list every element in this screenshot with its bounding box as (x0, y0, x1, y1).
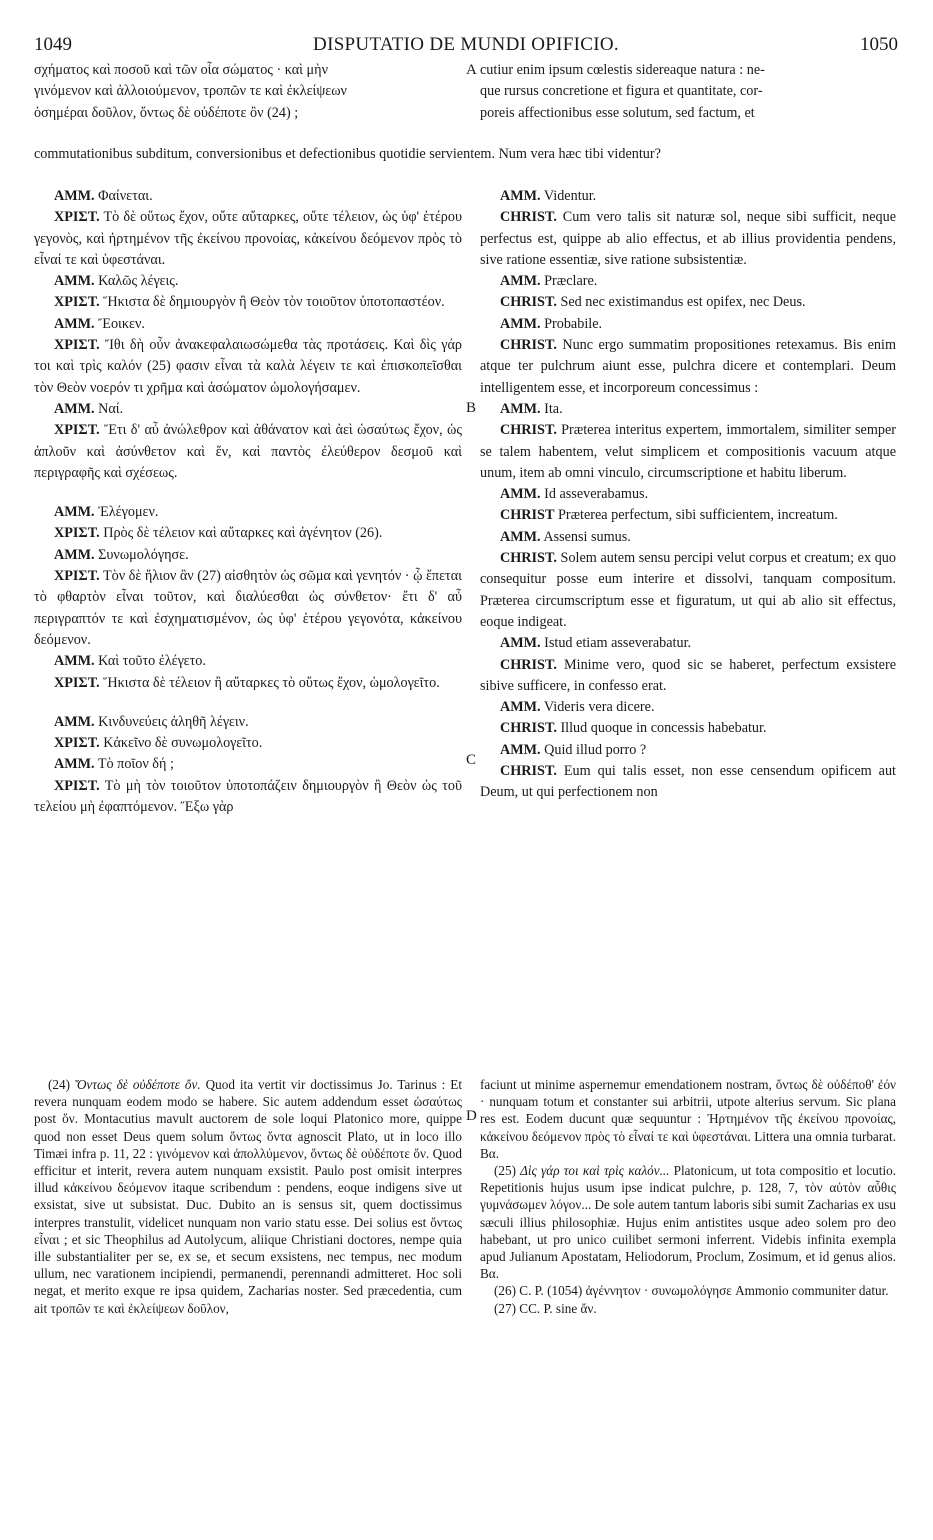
speaker-label: ΑΜΜ. (54, 756, 95, 773)
footnote-text: Quod ita vertit vir doctissimus Jo. Tarinus : Et revera nunquam eodem modo se habere. Sic autem addendum esset ὡσαύτως post ὄν. Montacutius mavult auctorem de sole loqui Platonico more, quippe quod non esset Deus quem solum ὄντως ὄντα agnoscit Plato, ut in loco illo Timæi infra p. 11, 22 : γινόμενον καὶ ἀπολλύμενον, ὄντως δὲ οὐδέποτε ὄν. Quod efficitur et interit, revera autem nunquam exsistit. Paulo post omisit interpres illud κἀκείνου δεόμενον itaque scribendum : pendens, eoque indigens sive ut exsistat, sive ut subsistat. Duc. Dubito an is sensus sit, quem doctissimus interpres transtulit, videlicet nunquam non vario statu esse. Dei solius est ὄντως εἶναι ; et sic Theophilus ad Autolycum, aliique Christiani doctores, nempe quia ille substantialiter per se, ex se, et secum exsistens, nec tempus, nec modum ullum, nec varationem incipiendi, permanendi, perennandi admitteret. Hoc soli negat, et merito exque re ipsa quidem, Zacharias noster. Sed præcedentia, cum ait τροπῶν τε καὶ ἐκλείψεων δοῦλον, (34, 1077, 462, 1316)
dialogue-line (480, 399, 896, 420)
speaker-label: CHRIST. (500, 656, 557, 673)
dialogue-text: Ita. (540, 400, 563, 417)
footnotes-right (480, 1076, 896, 1317)
footnote (480, 1076, 896, 1162)
dialogue-text: Quid illud porro ? (540, 741, 647, 758)
dialogue-text: Ἔτι δ' αὖ ἀνώλεθρον καὶ ἀθάνατον καὶ ἀεὶ ὡσαύτως ἔχον, ὡς ἁπλοῦν καὶ ἀσύνθετον καὶ ἕν, καὶ παντὸς ἐλεύθερον δεσμοῦ καὶ περιγραφῆς καὶ σχέσεως. (34, 422, 462, 481)
dialogue-line (480, 271, 896, 292)
speaker-label: AMM. (500, 400, 541, 417)
dialogue-text: Istud etiam asseverabatur. (540, 635, 692, 652)
speaker-label: ΧΡΙΣΤ. (54, 735, 100, 752)
dialogue-text: Τὸν δὲ ἥλιον ἂν (27) αἰσθητὸν ὡς σῶμα καὶ γενητόν · ᾧ ἕπεται τὸ φθαρτὸν εἶναι τοῦτον, καὶ διαλύεσθαι ὡς σύνθετον· ἔτι δ' αὖ περιγραπτόν τε καὶ ἐσχηματισμένον, ὡς ὑφ' ἑτέρου γεγονότα, κἀκείνου δεόμενον. (34, 568, 462, 648)
dialogue-line (34, 673, 462, 694)
page-header (34, 34, 898, 60)
speaker-label: AMM. (500, 699, 541, 716)
dialogue-text: Ἐλέγομεν. (94, 504, 159, 521)
dialogue-text: Eum qui talis esset, non esse censendum opificem aut Deum, ut qui perfectionem non (480, 763, 896, 801)
speaker-label: ΧΡΙΣΤ. (54, 674, 100, 691)
speaker-label: ΑΜΜ. (54, 400, 95, 417)
speaker-label: ΧΡΙΣΤ. (54, 777, 100, 794)
dialogue-text: Sed nec existimandus est opifex, nec Deus. (556, 294, 806, 311)
footnote (480, 1282, 896, 1299)
dialogue-text: Ἥκιστα δὲ δημιουργὸν ἢ Θεὸν τὸν τοιοῦτον ὑποτοπαστέον. (99, 294, 445, 311)
dialogue-text: Cum vero talis sit naturæ sol, neque sibi sufficit, neque perfectus est, quippe ab alio effectus, et ab illius providentia pendens, sive ratione essentiæ, sive ratione subsistentiæ. (480, 209, 896, 268)
dialogue-text: Συνωμολόγησε. (94, 546, 189, 563)
dialogue-text: Τὸ μὴ τὸν τοιοῦτον ὑποτοπάζειν δημιουργὸν ἢ Θεὸν ὡς τοῦ τελείου μὴ ἐφαπτόμενον. Ἔξω γὰρ (34, 777, 462, 816)
speaker-label: CHRIST. (500, 720, 557, 737)
dialogue-text: Ἥκιστα δὲ τέλειον ἢ αὔταρκες τὸ οὕτως ἔχον, ὡμολογεῖτο. (99, 674, 440, 691)
dialogue-line (34, 186, 462, 207)
greek-line: ὁσημέραι δοῦλον, ὄντως δὲ οὐδέποτε ὂν (24) ; (34, 104, 299, 121)
dialogue-text: Πρὸς δὲ τέλειον καὶ αὔταρκες καὶ ἀγένητον (26). (99, 525, 383, 542)
speaker-label: CHRIST. (500, 422, 557, 439)
dialogue-line (480, 207, 896, 271)
dialogue-line (34, 523, 462, 544)
speaker-label: ΧΡΙΣΤ. (54, 568, 100, 585)
dialogue-line (480, 633, 896, 654)
footnote-lemma: Δὶς γάρ τοι καὶ τρὶς καλόν... (520, 1163, 674, 1179)
dialogue-line (480, 314, 896, 335)
dialogue-line (34, 292, 462, 313)
speaker-label: CHRIST. (500, 550, 557, 567)
footnotes-left (34, 1076, 462, 1317)
dialogue-text: Nunc ergo summatim propositiones retexamus. Bis enim atque ter pulchrum aiunt esse, pulchra dicere et contemplari. Deum intelligentem esse, et incorporeum concessimus : (480, 337, 896, 396)
footnote-lemma: Ὄντως δὲ οὐδέποτε ὄν. (74, 1077, 206, 1092)
dialogue-line (480, 527, 896, 548)
speaker-label: ΧΡΙΣΤ. (54, 525, 100, 542)
latin-line: poreis affectionibus esse solutum, sed factum, et (480, 104, 755, 121)
footnote-number: (26) (494, 1283, 520, 1299)
footnote (480, 1300, 896, 1317)
speaker-label: ΑΜΜ. (54, 653, 95, 670)
margin-letter-a: A (466, 62, 477, 78)
dialogue-line (480, 420, 896, 484)
dialogue-line (480, 505, 896, 526)
dialogue-line (34, 420, 462, 484)
dialogue-line (34, 271, 462, 292)
dialogue-line (480, 292, 896, 313)
greek-line: σχήματος καὶ ποσοῦ καὶ τῶν οἷα σώματος · καὶ μὴν (34, 62, 328, 78)
dialogue-line (34, 754, 462, 775)
dialogue-line (480, 186, 896, 207)
running-title: DISPUTATIO DE MUNDI OPIFICIO. (313, 34, 619, 55)
dialogue-text: Τὸ δὲ οὕτως ἔχον, οὔτε αὔταρκες, οὔτε τέλειον, ὡς ὑφ' ἑτέρου γεγονὸς, καὶ ἠρτημένον τῆς ἐκείνου προνοίας, κἀκείνου δεόμενον πρὸς τὸ εἶναί τε καὶ ὑφεστάναι. (34, 209, 462, 268)
dialogue-line (480, 718, 896, 739)
dialogue-text: Φαίνεται. (94, 188, 153, 204)
page-number-right: 1050 (860, 34, 898, 55)
dialogue-line (34, 733, 462, 754)
dialogue-line (34, 651, 462, 672)
dialogue-text: Probabile. (540, 315, 603, 332)
dialogue-text: Præterea interitus expertem, immortalem, similiter semper se talem habentem, velut simplicem et compositionis vacuum atque unum, item ab omni vinculo, circumscriptione et habitu liberum. (480, 422, 896, 481)
dialogue-text: Καλῶς λέγεις. (94, 273, 179, 290)
speaker-label: AMM. (500, 486, 541, 503)
footnote-number: (24) (48, 1077, 75, 1092)
dialogue-line (34, 712, 462, 733)
speaker-label: CHRIST. (500, 209, 557, 226)
speaker-label: AMM. (500, 188, 541, 204)
speaker-label: ΑΜΜ. (54, 273, 95, 290)
speaker-label: CHRIST (500, 507, 555, 524)
speaker-label: CHRIST. (500, 337, 557, 354)
dialogue-line (34, 399, 462, 420)
dialogue-text: Κἀκεῖνο δὲ συνωμολογεῖτο. (99, 735, 263, 752)
latin-dialogue-column (480, 186, 896, 804)
margin-letter-b: B (466, 400, 477, 416)
margin-letter-c: C (466, 752, 477, 768)
footnote-text: faciunt ut minime aspernemur emendationem nostram, ὄντως δὲ οὐδέποθ' ἐόν · nunquam totum et constanter sui arbitrii, utpote alterius servum. Sic plana res est. Eodem ducunt quæ sequuntur : Ἠρτημένον τῆς ἐκείνου προνοίας, κἀκείνου δεόμενον πρὸς τὸ εἶναί τε καὶ ὑφεστάναι. Littera una omnia turbarat. Βα. (480, 1077, 896, 1161)
speaker-label: ΧΡΙΣΤ. (54, 337, 100, 354)
dialogue-text: Assensi sumus. (540, 528, 631, 545)
dialogue-line (34, 207, 462, 271)
speaker-label: ΑΜΜ. (54, 546, 95, 563)
dialogue-text: Κινδυνεύεις ἀληθῆ λέγειν. (94, 713, 249, 730)
dialogue-line (480, 655, 896, 698)
latin-line: cutiur enim ipsum cœlestis sidereaque natura : ne- (480, 62, 765, 78)
latin-top-lines (480, 60, 896, 124)
dialogue-line (34, 566, 462, 651)
full-width-line: commutationibus subditum, conversionibus et defectionibus quotidie servientem. Num vera hæc tibi videntur? (34, 146, 661, 162)
dialogue-line (480, 335, 896, 399)
dialogue-text: Καὶ τοῦτο ἐλέγετο. (94, 653, 206, 670)
footnote-text: Platonicum, ut tota compositio et locutio. Repetitionis hujus usum ipse indicat pulchre, p. 128, 7, τὸν αὐτὸν αὖθις γυμνάσωμεν λόγον... De sole autem tantum laboris sibi sumit Zacharias ex usu sæculi illius philosophiæ. Hujus enim antistites usque adeo solem pro deo habebant, ut pro unico cuilibet sermoni inferrent. Videbis infinita exempla apud Julianum Apostatam, Heliodorum, Proclum, Zosimum, et id genus alios. Βα. (480, 1163, 896, 1282)
dialogue-line (34, 545, 462, 566)
dialogue-line (34, 502, 462, 523)
dialogue-line (480, 761, 896, 804)
dialogue-line (34, 776, 462, 819)
dialogue-text: Ναί. (94, 400, 124, 417)
speaker-label: ΧΡΙΣΤ. (54, 209, 100, 226)
footnote (34, 1076, 462, 1317)
footnote-number: (25) (494, 1163, 521, 1179)
speaker-label: ΑΜΜ. (54, 315, 95, 332)
footnote-text: CC. P. sine ἄν. (519, 1300, 597, 1316)
dialogue-text: Videntur. (540, 188, 597, 204)
speaker-label: ΧΡΙΣΤ. (54, 422, 100, 439)
footnote-number: (27) (494, 1300, 520, 1316)
footnote (480, 1162, 896, 1282)
dialogue-line (480, 740, 896, 761)
dialogue-text: Minime vero, quod sic se haberet, perfectum exsistere sibive sufficere, in confesso erat. (480, 656, 896, 694)
dialogue-text: Videris vera dicere. (540, 699, 655, 716)
speaker-label: ΑΜΜ. (54, 713, 95, 730)
dialogue-line (480, 484, 896, 505)
page-number-left: 1049 (34, 34, 72, 55)
latin-line: que rursus concretione et figura et quantitate, cor- (480, 83, 763, 100)
speaker-label: AMM. (500, 528, 541, 545)
dialogue-text: Ἔοικεν. (94, 315, 145, 332)
dialogue-text: Id asseverabamus. (540, 486, 649, 503)
speaker-label: ΑΜΜ. (54, 188, 95, 204)
dialogue-text: Ἴθι δὴ οὖν ἀνακεφαλαιωσώμεθα τὰς προτάσεις. Καὶ δὶς γάρ τοι καὶ τρὶς καλόν (25) φασιν εἶναι τὰ καλὰ λέγειν τε καὶ ἐπισκοπεῖσθαι τὸν Θεὸν νοερόν τι χρῆμα καὶ ἀσώματον ὡμολογήσαμεν. (34, 337, 462, 396)
speaker-label: AMM. (500, 635, 541, 652)
footnote-text: C. P. (1054) ἀγέννητον · συνωμολόγησε Ammonio communiter datur. (519, 1283, 889, 1299)
dialogue-line (480, 697, 896, 718)
dialogue-text: Illud quoque in concessis habebatur. (556, 720, 767, 737)
dialogue-text: Solem autem sensu percipi velut corpus et creatum; ex quo consequitur posse eum interire et dissolvi, tanquam compositum. Præterea circumscriptum esse et figuratum, ut qui ab alio sit effectus, eoque indigeat. (480, 550, 896, 630)
greek-top-lines (34, 60, 462, 124)
speaker-label: ΑΜΜ. (54, 504, 95, 521)
dialogue-line (480, 548, 896, 633)
dialogue-text: Τὸ ποῖον δή ; (94, 756, 174, 773)
greek-dialogue-column (34, 186, 462, 818)
dialogue-text: Præterea perfectum, sibi sufficientem, increatum. (554, 507, 838, 524)
dialogue-line (34, 335, 462, 399)
dialogue-text: Præclare. (540, 273, 598, 290)
greek-line: γινόμενον καὶ ἀλλοιούμενον, τροπῶν τε καὶ ἐκλείψεων (34, 83, 347, 100)
speaker-label: CHRIST. (500, 763, 557, 780)
speaker-label: CHRIST. (500, 294, 557, 311)
speaker-label: AMM. (500, 315, 541, 332)
margin-letter-d: D (466, 1108, 477, 1124)
dialogue-line (34, 314, 462, 335)
speaker-label: AMM. (500, 741, 541, 758)
speaker-label: AMM. (500, 273, 541, 290)
speaker-label: ΧΡΙΣΤ. (54, 294, 100, 311)
